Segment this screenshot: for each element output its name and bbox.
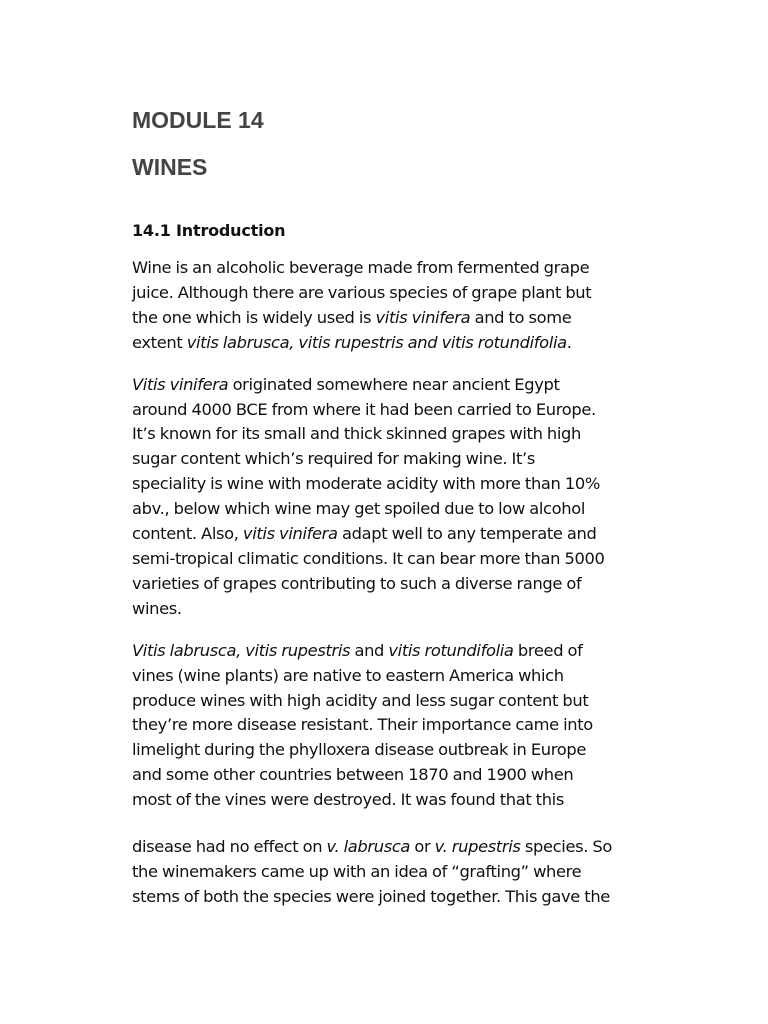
text-line	[132, 497, 652, 522]
text-run: species. So	[520, 837, 612, 857]
text-run: most of the vines were destroyed. It was found that this	[132, 790, 564, 810]
document-body	[132, 106, 652, 910]
text-run: juice. Although there are various species of grape plant but	[132, 282, 592, 302]
text-run: It’s known for its small and thick skinned grapes with high	[132, 424, 581, 444]
text-run: and to some	[470, 307, 572, 327]
italic-run: Vitis vinifera	[132, 374, 229, 394]
text-run: stems of both the species were joined together. This gave the	[132, 886, 610, 906]
paragraph-grafting	[132, 835, 652, 910]
text-line	[132, 597, 652, 622]
text-line	[132, 788, 652, 813]
text-line	[132, 422, 652, 447]
text-run: and	[350, 640, 389, 660]
text-line	[132, 306, 652, 331]
text-line	[132, 835, 652, 860]
text-line	[132, 860, 652, 885]
text-run: content. Also,	[132, 524, 243, 544]
text-line	[132, 398, 652, 423]
text-line	[132, 763, 652, 788]
italic-run: vitis labrusca, vitis rupestris and vitis rotundifolia	[186, 332, 567, 352]
text-run: around 4000 BCE from where it had been carried to Europe.	[132, 399, 596, 419]
text-line	[132, 689, 652, 714]
text-run: extent	[132, 332, 187, 352]
italic-run: vitis rotundifolia	[388, 640, 514, 660]
text-run: or	[410, 837, 435, 857]
text-run: the winemakers came up with an idea of “grafting” where	[132, 861, 582, 881]
text-run: sugar content which’s required for making wine. It’s	[132, 449, 535, 469]
text-run: limelight during the phylloxera disease outbreak in Europe	[132, 740, 586, 760]
italic-run: vitis vinifera	[375, 307, 471, 327]
text-line	[132, 885, 652, 910]
italic-run: v. labrusca	[326, 837, 411, 857]
text-run: wines.	[132, 598, 182, 618]
text-line	[132, 331, 652, 356]
section-heading: 14.1 Introduction	[132, 221, 286, 240]
text-line	[132, 447, 652, 472]
text-line	[132, 572, 652, 597]
italic-run: vitis vinifera	[242, 524, 338, 544]
text-line	[132, 522, 652, 547]
text-run: and some other countries between 1870 and 1900 when	[132, 765, 574, 785]
text-run: disease had no effect on	[132, 837, 327, 857]
text-line	[132, 547, 652, 572]
text-line	[132, 472, 652, 497]
text-line	[132, 639, 652, 664]
module-number-heading: MODULE 14	[132, 107, 264, 133]
text-run: the one which is widely used is	[132, 307, 376, 327]
text-run: .	[566, 332, 572, 352]
text-run: adapt well to any temperate and	[337, 524, 597, 544]
italic-run: Vitis labrusca, vitis rupestris	[132, 640, 351, 660]
module-subject-heading: WINES	[132, 154, 208, 180]
text-run: varieties of grapes contributing to such a diverse range of	[132, 573, 582, 593]
text-run: produce wines with high acidity and less sugar content but	[132, 690, 589, 710]
paragraph-vitis-vinifera	[132, 373, 652, 622]
paragraph-intro	[132, 256, 652, 356]
italic-run: v. rupestris	[434, 837, 521, 857]
text-line	[132, 281, 652, 306]
text-run: Wine is an alcoholic beverage made from fermented grape	[132, 258, 590, 277]
text-run: vines (wine plants) are native to eastern America which	[132, 665, 564, 685]
text-line	[132, 664, 652, 689]
text-line	[132, 373, 652, 398]
text-run: they’re more disease resistant. Their importance came into	[132, 715, 593, 735]
text-run: speciality is wine with moderate acidity with more than 10%	[132, 474, 600, 494]
paragraph-american-species	[132, 639, 652, 813]
text-run: originated somewhere near ancient Egypt	[228, 374, 560, 394]
text-run: semi-tropical climatic conditions. It can bear more than 5000	[132, 548, 605, 568]
text-line	[132, 256, 652, 281]
text-run: abv., below which wine may get spoiled due to low alcohol	[132, 499, 586, 519]
text-line	[132, 713, 652, 738]
text-line	[132, 738, 652, 763]
text-run: breed of	[513, 640, 583, 660]
